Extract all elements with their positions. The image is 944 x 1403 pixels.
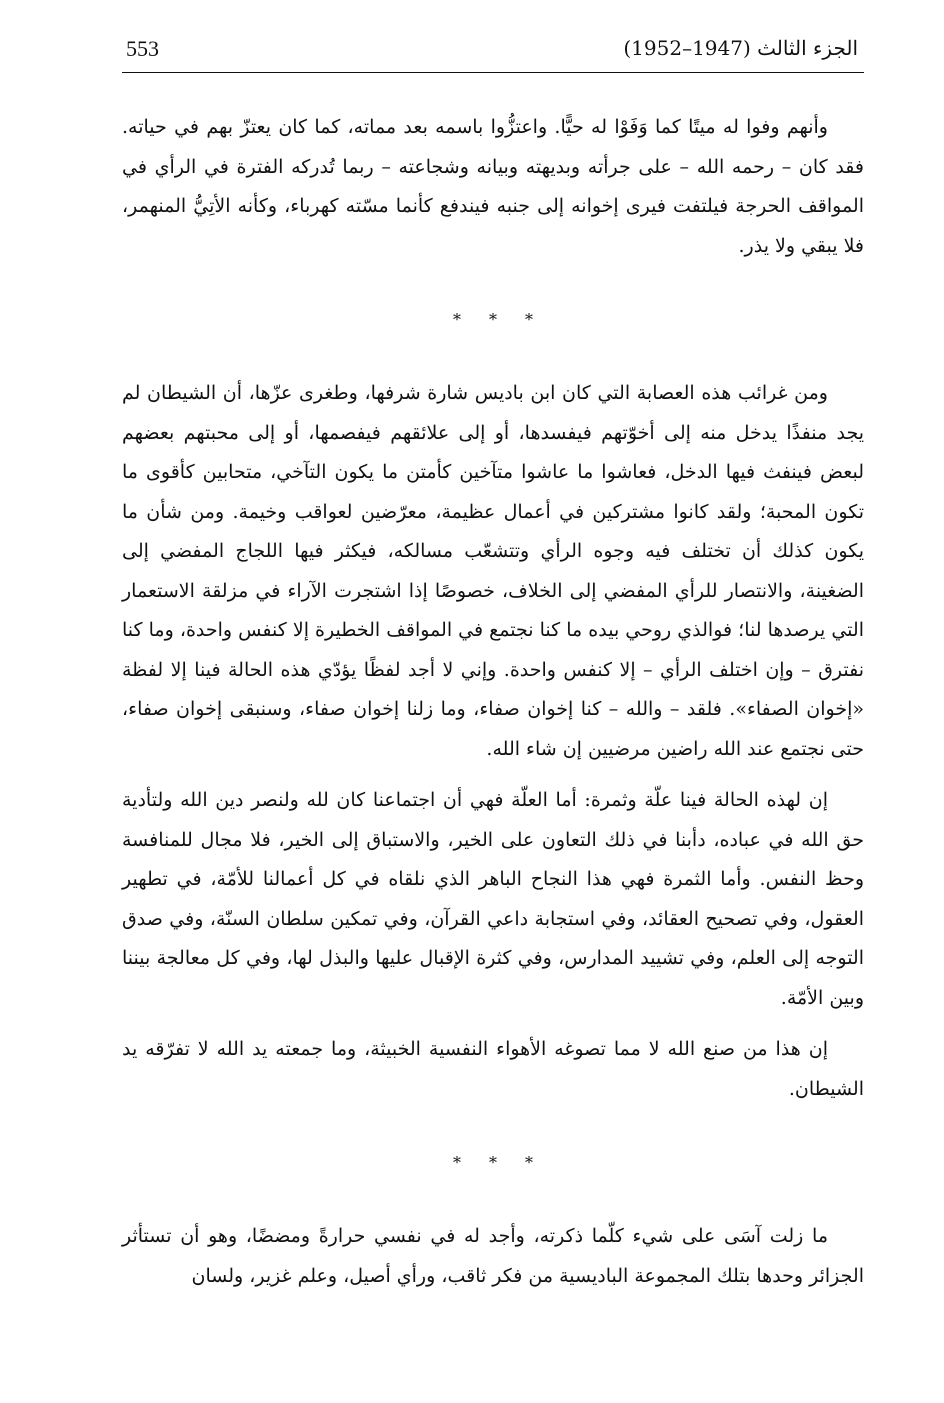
paragraph-gap xyxy=(122,769,864,781)
separator-star: * xyxy=(453,1153,475,1172)
paragraph-2: ومن غرائب هذه العصابة التي كان ابن باديس شارة شرفها، وطغرى عزّها، أن الشيطان لم يجد منفذًا يدخل منه إلى أخوّتهم فيفسدها، أو إلى علائقهم فيفصمها، أو إلى محبتهم بعضهم لبعض فينفث فيها الدخل، فعاشوا ما عاشوا متآخين كأمتن ما يكون التآخي، متحابين كأقوى ما تكون المحبة؛ ولقد كانوا مشتركين في أعمال عظيمة، معرّضين لعواقب وخيمة. ومن شأن ما يكون كذلك أن تختلف فيه وجوه الرأي وتتشعّب مسالكه، فيكثر فيها اللجاج المفضي إلى الضغينة، والانتصار للرأي المفضي إلى الخلاف، خصوصًا إذا اشتجرت الآراء في مزلقة الاستعمار التي يرصدها لنا؛ فوالذي روحي بيده ما كنا نجتمع في المواقف الخطيرة إلا كنفس واحدة، وما كنا نفترق – وإن اختلف الرأي – إلا كنفس واحدة. وإني لا أجد لفظًا يؤدّي هذه الحالة فينا إلا لفظة «إخوان الصفاء». فلقد – والله – كنا إخوان صفاء، وما زلنا إخوان صفاء، وسنبقى إخوان صفاء، حتى نجتمع عند الله راضين مرضيين إن شاء الله. xyxy=(122,382,864,760)
separator-star: * xyxy=(489,310,511,329)
separator-star: * xyxy=(525,310,547,329)
header-rule xyxy=(122,72,864,73)
paragraph-1: وأنهم وفوا له ميتًا كما وَفَوْا له حيًّا. واعتزُّوا باسمه بعد مماته، كما كان يعتزّ بهم في حياته. فقد كان – رحمه الله – على جرأته وبديهته وبيانه وشجاعته – ربما تُدركه الفترة في الرأي في المواقف الحرجة فيلتفت فيرى إخوانه إلى جنبه فيندفع كأنما مسّته كهرباء، وكأنه الأتِيُّ المنهمر، فلا يبقي ولا يذر. xyxy=(122,116,864,257)
separator-star: * xyxy=(489,1153,511,1172)
paragraph-4: إن هذا من صنع الله لا مما تصوغه الأهواء النفسية الخبيثة، وما جمعته يد الله لا تفرّقه يد الشيطان. xyxy=(122,1038,864,1100)
running-head: الجزء الثالث (1947–1952) xyxy=(623,36,858,60)
page-body xyxy=(122,108,864,1296)
section-separator-2 xyxy=(122,1109,864,1217)
page-header xyxy=(122,34,864,74)
separator-star: * xyxy=(525,1153,547,1172)
paragraph-3: إن لهذه الحالة فينا علّة وثمرة: أما العلّة فهي أن اجتماعنا كان لله ولنصر دين الله ولتأدية حق الله في عباده، دأبنا في ذلك التعاون على الخير، والاستباق إلى الخير، فلا مجال للمنافسة وحظ النفس. وأما الثمرة فهي هذا النجاح الباهر الذي نلقاه في كل أعمالنا للأمّة، في تطهير العقول، وفي تصحيح العقائد، وفي استجابة داعي القرآن، وفي تمكين سلطان السنّة، وفي صدق التوجه إلى العلم، وفي تشييد المدارس، وفي كثرة الإقبال عليها والبذل لها، وفي كل معالجة بيننا وبين الأمّة. xyxy=(122,789,864,1009)
paragraph-5: ما زلت آسَى على شيء كلّما ذكرته، وأجد له في نفسي حرارةً ومضضًا، وهو أن تستأثر الجزائر وحدها بتلك المجموعة الباديسية من فكر ثاقب، ورأي أصيل، وعلم غزير، ولسان xyxy=(122,1225,864,1287)
section-separator-1 xyxy=(122,266,864,374)
paragraph-gap xyxy=(122,1018,864,1030)
page-number: 553 xyxy=(126,36,159,61)
separator-star: * xyxy=(453,310,475,329)
